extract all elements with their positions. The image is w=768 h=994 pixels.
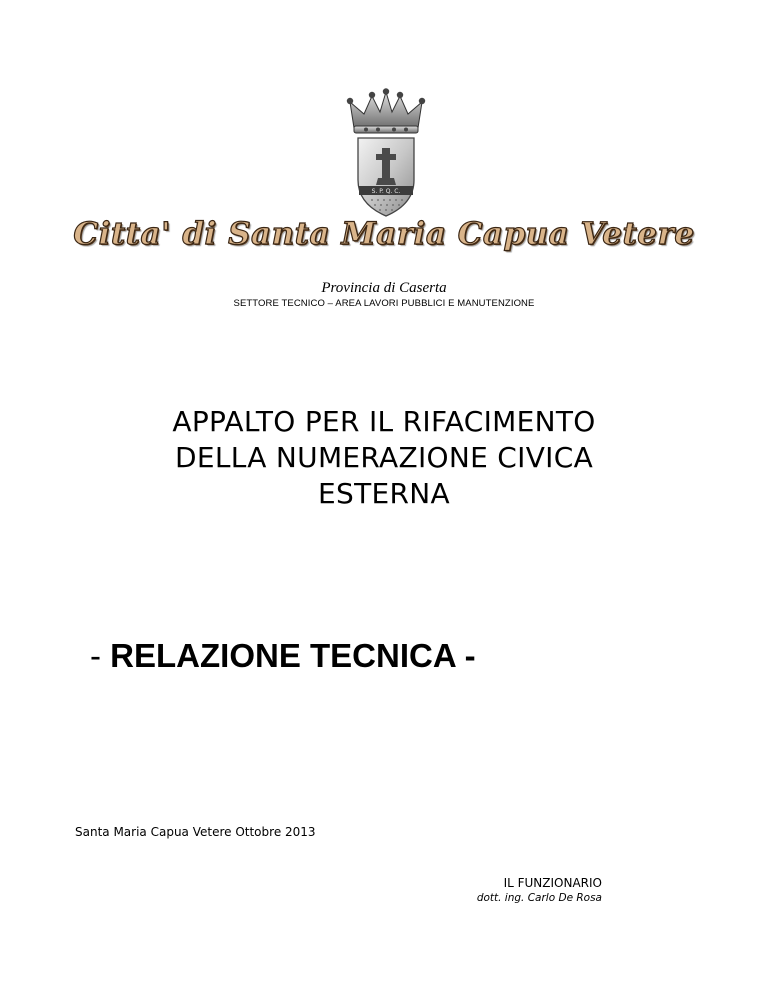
signature-name: dott. ing. Carlo De Rosa bbox=[476, 892, 602, 904]
relazione-tecnica-heading bbox=[90, 637, 476, 675]
svg-text:S. P. Q. C.: S. P. Q. C. bbox=[371, 188, 401, 195]
provincia-label: Provincia di Caserta bbox=[321, 280, 447, 296]
place-date-line bbox=[75, 825, 316, 839]
city-name-title: Citta' di Santa Maria Capua Vetere bbox=[73, 216, 695, 252]
city-crest-icon bbox=[336, 88, 436, 218]
main-title-line-1: APPALTO PER IL RIFACIMENTO bbox=[172, 405, 596, 438]
main-title-line-3: ESTERNA bbox=[318, 477, 450, 510]
signature-role: IL FUNZIONARIO bbox=[503, 876, 602, 890]
year-text: 2013 bbox=[285, 825, 316, 839]
signature-block bbox=[440, 876, 602, 904]
document-main-title bbox=[0, 404, 768, 512]
place-date-text: Santa Maria Capua Vetere Ottobre bbox=[75, 825, 286, 839]
heading-text: RELAZIONE TECNICA - bbox=[110, 637, 476, 674]
heading-prefix-dash: - bbox=[90, 637, 111, 674]
settore-label: SETTORE TECNICO – AREA LAVORI PUBBLICI E MANUTENZIONE bbox=[233, 298, 535, 309]
main-title-line-2: DELLA NUMERAZIONE CIVICA bbox=[174, 441, 594, 474]
